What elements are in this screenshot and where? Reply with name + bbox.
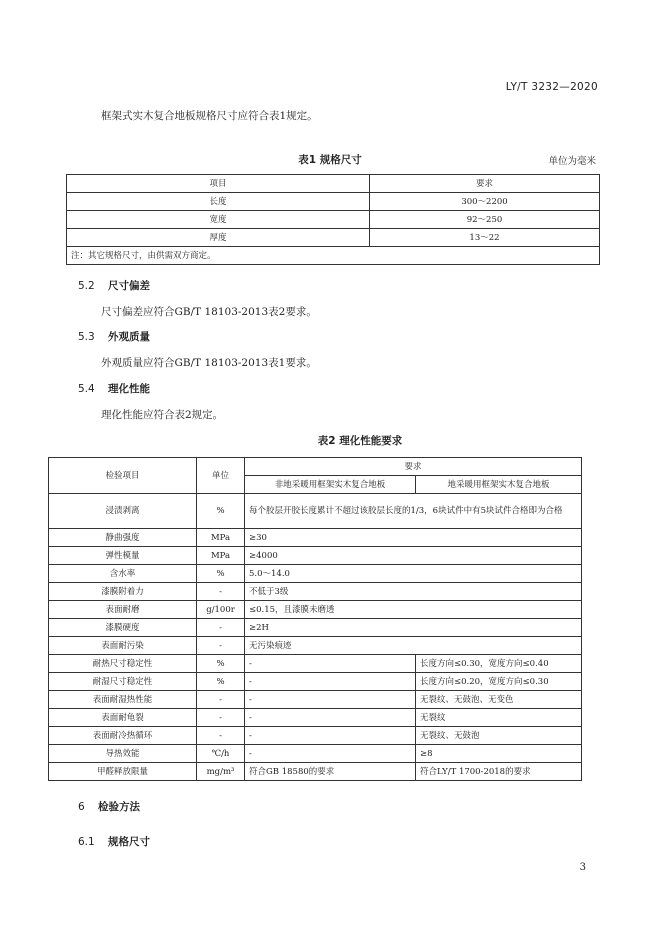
table-header-cell: 项目 <box>67 175 370 193</box>
table-row <box>49 547 582 565</box>
table-cell: 表面耐磨 <box>49 601 197 619</box>
table-row <box>49 529 582 547</box>
table-row <box>49 727 582 745</box>
table-header-cell: 地采暖用框架实木复合地板 <box>416 476 582 494</box>
section-5-3-text: 外观质量应符合GB/T 18103-2013表1要求。 <box>101 357 317 369</box>
table-header-cell: 单位 <box>197 458 245 494</box>
section-6-heading: 6 检验方法 <box>78 801 140 813</box>
table-cell: g/100r <box>197 601 245 619</box>
table-cell: 甲醛释放限量 <box>49 763 197 781</box>
table-cell: - <box>245 709 416 727</box>
standard-number: LY/T 3232—2020 <box>505 81 598 93</box>
table-cell: % <box>197 655 245 673</box>
table-cell: 表面耐污染 <box>49 637 197 655</box>
table-cell: 静曲强度 <box>49 529 197 547</box>
table-cell: ≥8 <box>416 745 582 763</box>
table-cell: 无裂纹、无鼓泡 <box>416 727 582 745</box>
table-cell: 5.0～14.0 <box>245 565 582 583</box>
table-row <box>67 247 600 265</box>
table-cell: - <box>245 727 416 745</box>
table-cell: - <box>245 673 416 691</box>
table-cell: % <box>197 494 245 529</box>
table-row <box>49 709 582 727</box>
table-cell: - <box>197 691 245 709</box>
table-cell: - <box>245 691 416 709</box>
table-row <box>49 691 582 709</box>
table-cell: 弹性模量 <box>49 547 197 565</box>
table-cell: 含水率 <box>49 565 197 583</box>
table-cell: 符合LY/T 1700-2018的要求 <box>416 763 582 781</box>
section-5-3-heading: 5.3 外观质量 <box>78 331 150 343</box>
table-row <box>49 637 582 655</box>
table1-unit: 单位为毫米 <box>548 156 596 167</box>
table-cell: 厚度 <box>67 229 370 247</box>
table-cell: 92～250 <box>370 211 600 229</box>
table-cell: 长度 <box>67 193 370 211</box>
table-row <box>49 655 582 673</box>
table2-caption: 表2 理化性能要求 <box>317 435 403 447</box>
table1-caption: 表1 规格尺寸 <box>298 154 362 166</box>
table-cell: 每个胶层开胶长度累计不超过该胶层长度的1/3，6块试件中有5块试件合格即为合格 <box>245 494 582 529</box>
table-cell: ≥4000 <box>245 547 582 565</box>
section-5-2-heading: 5.2 尺寸偏差 <box>78 280 150 292</box>
table-cell: % <box>197 565 245 583</box>
table-row <box>49 745 582 763</box>
table-cell: 耐湿尺寸稳定性 <box>49 673 197 691</box>
table-row <box>49 494 582 529</box>
table-cell: ℃/h <box>197 745 245 763</box>
table-row <box>49 458 582 476</box>
table-header-cell: 检验项目 <box>49 458 197 494</box>
table-cell: 表面耐龟裂 <box>49 709 197 727</box>
table-cell: 无裂纹、无鼓泡、无变色 <box>416 691 582 709</box>
table-spec-dimensions <box>66 174 600 265</box>
section-5-4-text: 理化性能应符合表2规定。 <box>101 409 224 421</box>
table-cell: 无裂纹 <box>416 709 582 727</box>
table-cell: 300～2200 <box>370 193 600 211</box>
table-cell: ≥2H <box>245 619 582 637</box>
table-cell: 浸渍剥离 <box>49 494 197 529</box>
table-note: 注：其它规格尺寸，由供需双方商定。 <box>67 247 600 265</box>
table-cell: - <box>197 637 245 655</box>
table-cell: 长度方向≤0.20，宽度方向≤0.30 <box>416 673 582 691</box>
table-cell: - <box>197 709 245 727</box>
intro-paragraph: 框架式实木复合地板规格尺寸应符合表1规定。 <box>101 110 318 122</box>
table-cell: 漆膜附着力 <box>49 583 197 601</box>
table-cell: 符合GB 18580的要求 <box>245 763 416 781</box>
table-cell: 长度方向≤0.30，宽度方向≤0.40 <box>416 655 582 673</box>
table-header-cell: 要求 <box>245 458 582 476</box>
table-cell: - <box>197 583 245 601</box>
table-cell: 不低于3级 <box>245 583 582 601</box>
table-row <box>49 601 582 619</box>
table-row <box>67 193 600 211</box>
table-cell: 漆膜硬度 <box>49 619 197 637</box>
table-cell: 导热效能 <box>49 745 197 763</box>
table-row <box>49 619 582 637</box>
table-row <box>67 229 600 247</box>
page-number: 3 <box>579 862 586 873</box>
table-cell: - <box>245 745 416 763</box>
table-cell: 表面耐湿热性能 <box>49 691 197 709</box>
section-5-4-heading: 5.4 理化性能 <box>78 383 150 395</box>
table-row <box>49 763 582 781</box>
table-row <box>67 211 600 229</box>
table-cell: - <box>197 619 245 637</box>
table-row <box>49 673 582 691</box>
section-5-2-text: 尺寸偏差应符合GB/T 18103-2013表2要求。 <box>101 306 317 318</box>
table-cell: % <box>197 673 245 691</box>
table-cell: ≤0.15，且漆膜未磨透 <box>245 601 582 619</box>
table-row <box>67 175 600 193</box>
table-cell: 13～22 <box>370 229 600 247</box>
table-row <box>49 583 582 601</box>
table-cell: 表面耐冷热循环 <box>49 727 197 745</box>
table-header-cell: 非地采暖用框架实木复合地板 <box>245 476 416 494</box>
table-cell: ≥30 <box>245 529 582 547</box>
table-cell: MPa <box>197 529 245 547</box>
table-cell: 耐热尺寸稳定性 <box>49 655 197 673</box>
table-cell: MPa <box>197 547 245 565</box>
section-6-1-heading: 6.1 规格尺寸 <box>78 836 150 848</box>
table-header-cell: 要求 <box>370 175 600 193</box>
table-cell: 无污染痕迹 <box>245 637 582 655</box>
table-cell: - <box>197 727 245 745</box>
table-cell: 宽度 <box>67 211 370 229</box>
table-row <box>49 565 582 583</box>
table-cell: mg/m³ <box>197 763 245 781</box>
table-cell: - <box>245 655 416 673</box>
table-physical-chemical <box>48 457 582 781</box>
